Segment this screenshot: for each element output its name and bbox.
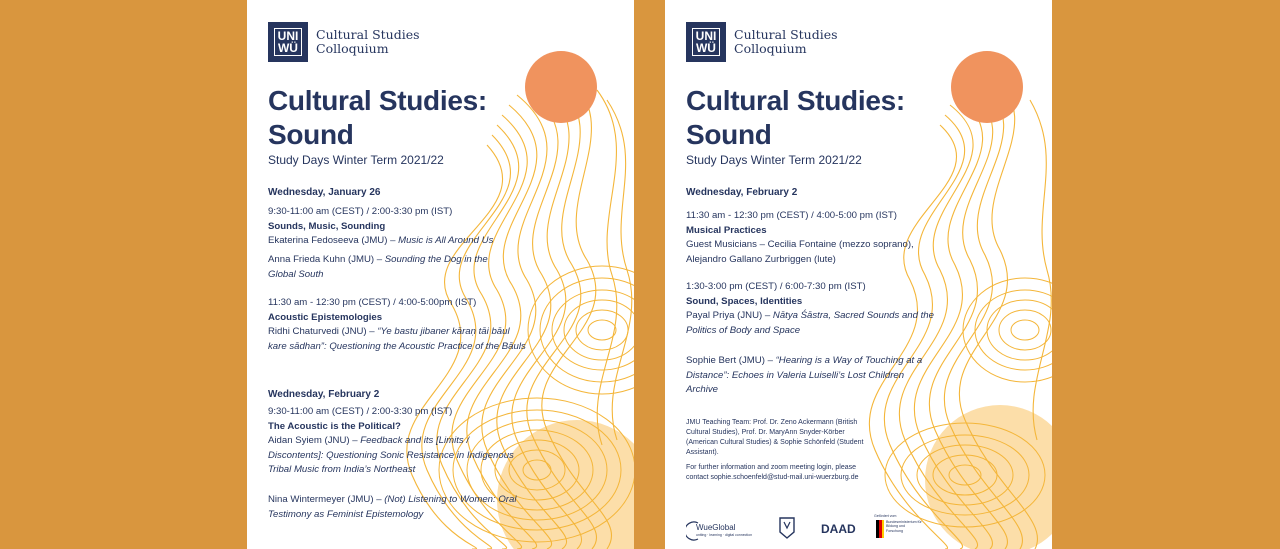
colloquium-name	[316, 28, 420, 56]
bmbf-name: Bundesministerium für Bildung und Forschung	[886, 520, 922, 533]
talk-title: “Ye bastu jibaner kāraṇ tāi bāul kare sādhan”: Questioning the Acoustic Practice of the Bāuls	[268, 326, 526, 352]
poster-subtitle: Study Days Winter Term 2021/22	[268, 153, 444, 167]
talk-entry	[268, 253, 518, 282]
colloquium-name	[734, 28, 838, 56]
talk-title: “Hearing is a Way of Touching at a Distance”: Echoes in Valeria Luiselli’s Lost Children Archive	[686, 355, 923, 396]
talk-speaker: Sophie Bert (JMU) –	[686, 355, 776, 366]
poster-title-line-1: Cultural Studies:	[268, 85, 487, 116]
poster-title	[268, 84, 487, 152]
logo-line-2: WÜ	[695, 41, 716, 55]
session-time: 9:30-11:00 am (CEST) / 2:00-3:30 pm (IST)	[268, 206, 453, 217]
teaching-team-note: JMU Teaching Team: Prof. Dr. Zeno Ackermann (British Cultural Studies), Prof. Dr. MaryAnn Snyder-Körber (American Cultural Studies) & Sophie Schönfeld (Student Assistant).	[686, 419, 864, 456]
session-title: Acoustic Epistemologies	[268, 311, 383, 323]
talk-title: Feedback and its [Limits / Discontents]: Questioning Sonic Resistance in Indigenous Tribal Music from India’s Northeast	[268, 435, 514, 476]
day-heading: Wednesday, February 2	[268, 389, 380, 400]
colloquium-name-line-2: Colloquium	[316, 41, 389, 56]
talk-entry	[686, 309, 938, 338]
talk-entry: Guest Musicians – Cecilia Fontaine (mezzo soprano), Alejandro Gallano Zurbriggen (lute)	[686, 239, 914, 265]
talk-speaker: Aidan Syiem (JNU) –	[268, 435, 361, 447]
wueglobal-tagline: uniting · learning · digital connection	[696, 533, 753, 537]
poster-title-line-2: Sound	[686, 119, 772, 150]
sponsor-logos	[686, 514, 1036, 546]
poster-left	[247, 0, 634, 549]
colloquium-name-line-1: Cultural Studies	[734, 27, 838, 42]
talk-entry	[268, 493, 522, 522]
colloquium-name-line-1: Cultural Studies	[316, 27, 420, 42]
session-block	[268, 205, 526, 249]
talk-title: Sounding the Dog in the Global South	[268, 254, 488, 280]
talk-entry	[268, 434, 518, 478]
daad-logo: DAAD	[821, 522, 856, 536]
session-time: 11:30 am - 12:30 pm (CEST) / 4:00-5:00 pm (IST)	[686, 210, 897, 221]
session-block	[686, 209, 941, 267]
wueglobal-logo	[686, 520, 756, 544]
talk-title: Nātya Śāstra, Sacred Sounds and the Politics of Body and Space	[686, 310, 934, 336]
session-title: Musical Practices	[686, 224, 767, 236]
bmbf-funded-by: Gefördert vom	[874, 514, 897, 518]
poster-title-line-2: Sound	[268, 119, 354, 150]
session-block	[268, 405, 518, 478]
session-title: Sound, Spaces, Identities	[686, 295, 803, 307]
colloquium-name-line-2: Colloquium	[734, 41, 807, 56]
uni-wue-logo-mark	[686, 22, 726, 62]
talk-title: (Not) Listening to Women: Oral Testimony as Feminist Epistemology	[268, 494, 517, 520]
poster-right	[665, 0, 1052, 549]
wueglobal-name: WueGlobal	[696, 523, 736, 532]
talk-entry	[268, 234, 526, 249]
contact-note: For further information and zoom meeting login, please contact sophie.schoenfeld@stud-mail.uni-wuerzburg.de	[686, 464, 859, 481]
poster-subtitle: Study Days Winter Term 2021/22	[686, 153, 862, 167]
session-time: 1:30-3:00 pm (CEST) / 6:00-7:30 pm (IST)	[686, 281, 866, 292]
talk-speaker: Payal Priya (JNU) –	[686, 310, 773, 322]
logo-line-2: WÜ	[277, 41, 298, 55]
talk-speaker: Ridhi Chaturvedi (JNU) –	[268, 326, 378, 338]
day-heading: Wednesday, February 2	[686, 187, 798, 198]
session-time: 9:30-11:00 am (CEST) / 2:00-3:30 pm (IST)	[268, 406, 453, 417]
talk-speaker: Anna Frieda Kuhn (JMU) –	[268, 254, 385, 265]
session-block	[268, 296, 526, 354]
poster-title-line-1: Cultural Studies:	[686, 85, 905, 116]
session-time: 11:30 am - 12:30 pm (CEST) / 4:00-5:00pm (IST)	[268, 297, 477, 308]
german-flag-icon	[876, 520, 884, 538]
session-title: Sounds, Music, Sounding	[268, 220, 386, 232]
university-logo	[268, 22, 420, 62]
logo-line-1: UNI	[695, 29, 717, 43]
jnu-emblem-icon	[778, 516, 796, 542]
talk-speaker: Nina Wintermeyer (JMU) –	[268, 494, 385, 505]
day-heading: Wednesday, January 26	[268, 187, 381, 198]
talk-entry	[686, 354, 938, 398]
university-logo	[686, 22, 838, 62]
talk-speaker: Ekaterina Fedoseeva (JMU) –	[268, 235, 399, 247]
talk-title: Music is All Around Us	[398, 235, 494, 247]
talk-entry	[268, 325, 526, 354]
uni-wue-logo-mark	[268, 22, 308, 62]
session-block	[686, 280, 938, 338]
session-title: The Acoustic is the Political?	[268, 420, 401, 432]
logo-line-1: UNI	[277, 29, 299, 43]
poster-title	[686, 84, 905, 152]
